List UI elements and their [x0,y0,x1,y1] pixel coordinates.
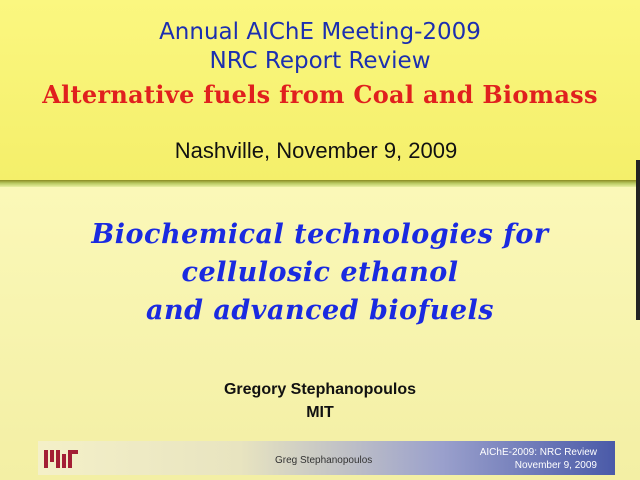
footer-event: AIChE-2009: NRC Review [479,447,597,458]
meeting-line-2: NRC Report Review [209,48,431,74]
meeting-line-1: Annual AIChE Meeting-2009 [159,19,481,45]
talk-title [0,216,640,330]
location-date: Nashville, November 9, 2009 [174,138,458,163]
author-block [0,378,640,424]
footer-event-info [480,446,597,472]
talk-title-line-2: cellulosic ethanol [181,257,459,288]
mit-logo-icon [44,450,76,468]
author-affiliation: MIT [306,404,334,421]
footer-presenter: Greg Stephanopoulos [275,455,373,466]
talk-title-line-1: Biochemical technologies for [91,219,549,250]
author-name: Gregory Stephanopoulos [223,381,416,398]
section-divider [0,180,640,187]
footer-bar [38,441,615,475]
meeting-heading [0,18,640,76]
report-title: Alternative fuels from Coal and Biomass [42,80,598,109]
talk-title-line-3: and advanced biofuels [145,295,494,326]
footer-date: November 9, 2009 [514,460,597,471]
